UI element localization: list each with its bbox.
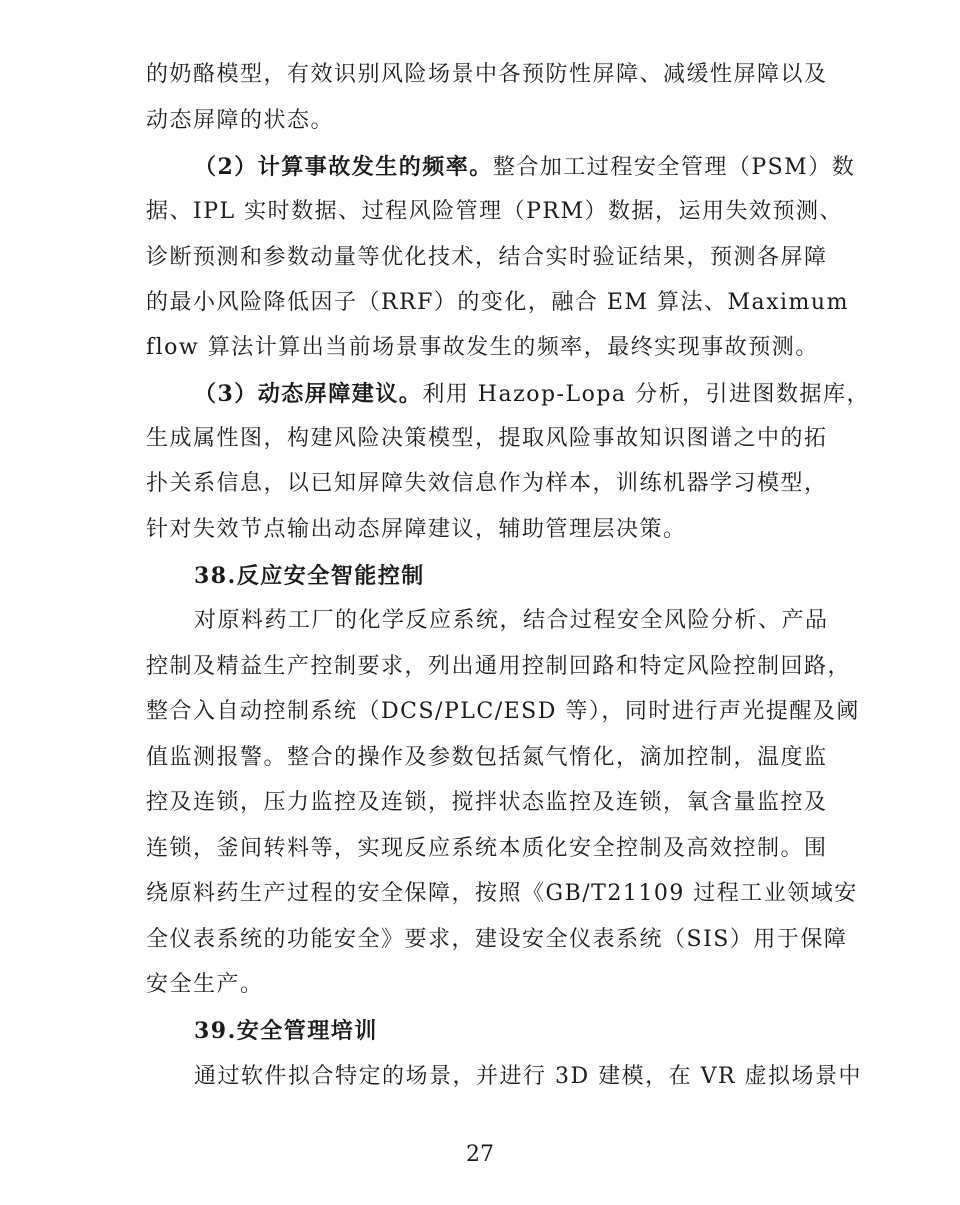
section-heading-38: 38.反应安全智能控制 (194, 563, 425, 589)
paragraph-line: 控及连锁，压力监控及连锁，搅拌状态监控及连锁，氧含量监控及 (146, 790, 828, 815)
page-number: 27 (466, 1142, 494, 1167)
paragraph-line: 通过软件拟合特定的场景，并进行 3D 建模，在 VR 虚拟场景中 (194, 1064, 863, 1089)
paragraph-line: 针对失效节点输出动态屏障建议，辅助管理层决策。 (146, 517, 687, 542)
paragraph-line: 绕原料药生产过程的安全保障，按照《GB/T21109 过程工业领域安 (146, 881, 858, 906)
subheading-calc-frequency: （2）计算事故发生的频率。 (194, 154, 493, 180)
paragraph-line: 全仪表系统的功能安全》要求，建设安全仪表系统（SIS）用于保障 (146, 927, 848, 952)
paragraph-line: flow 算法计算出当前场景事故发生的频率，最终实现事故预测。 (146, 335, 819, 360)
paragraph-line: 的最小风险降低因子（RRF）的变化，融合 EM 算法、Maximum (146, 290, 849, 315)
paragraph-line: 扑关系信息，以已知屏障失效信息作为样本，训练机器学习模型， (146, 471, 828, 496)
subheading-dynamic-barrier: （3）动态屏障建议。 (194, 381, 423, 407)
paragraph-line: 的奶酪模型，有效识别风险场景中各预防性屏障、减缓性屏障以及 (146, 62, 828, 87)
paragraph-line (0, 152, 960, 182)
paragraph-line: 据、IPL 实时数据、过程风险管理（PRM）数据，运用失效预测、 (146, 199, 843, 224)
paragraph-text: 整合加工过程安全管理（PSM）数 (492, 155, 856, 180)
paragraph-line: 生成属性图，构建风险决策模型，提取风险事故知识图谱之中的拓 (146, 426, 828, 451)
paragraph-line: 安全生产。 (146, 972, 264, 997)
paragraph-line (0, 379, 960, 409)
paragraph-line: 连锁，釜间转料等，实现反应系统本质化安全控制及高效控制。围 (146, 836, 828, 861)
paragraph-line: 诊断预测和参数动量等优化技术，结合实时验证结果，预测各屏障 (146, 245, 828, 270)
paragraph-text: 利用 Hazop-Lopa 分析，引进图数据库， (422, 382, 871, 407)
paragraph-line: 控制及精益生产控制要求，列出通用控制回路和特定风险控制回路， (146, 654, 852, 679)
paragraph-line: 动态屏障的状态。 (146, 108, 335, 133)
section-heading-39: 39.安全管理培训 (194, 1018, 378, 1044)
paragraph-line: 整合入自动控制系统（DCS/PLC/ESD 等），同时进行声光提醒及阈 (146, 699, 860, 724)
paragraph-line: 对原料药工厂的化学反应系统，结合过程安全风险分析、产品 (194, 608, 829, 633)
paragraph-line: 值监测报警。整合的操作及参数包括氮气惰化，滴加控制，温度监 (146, 745, 828, 770)
